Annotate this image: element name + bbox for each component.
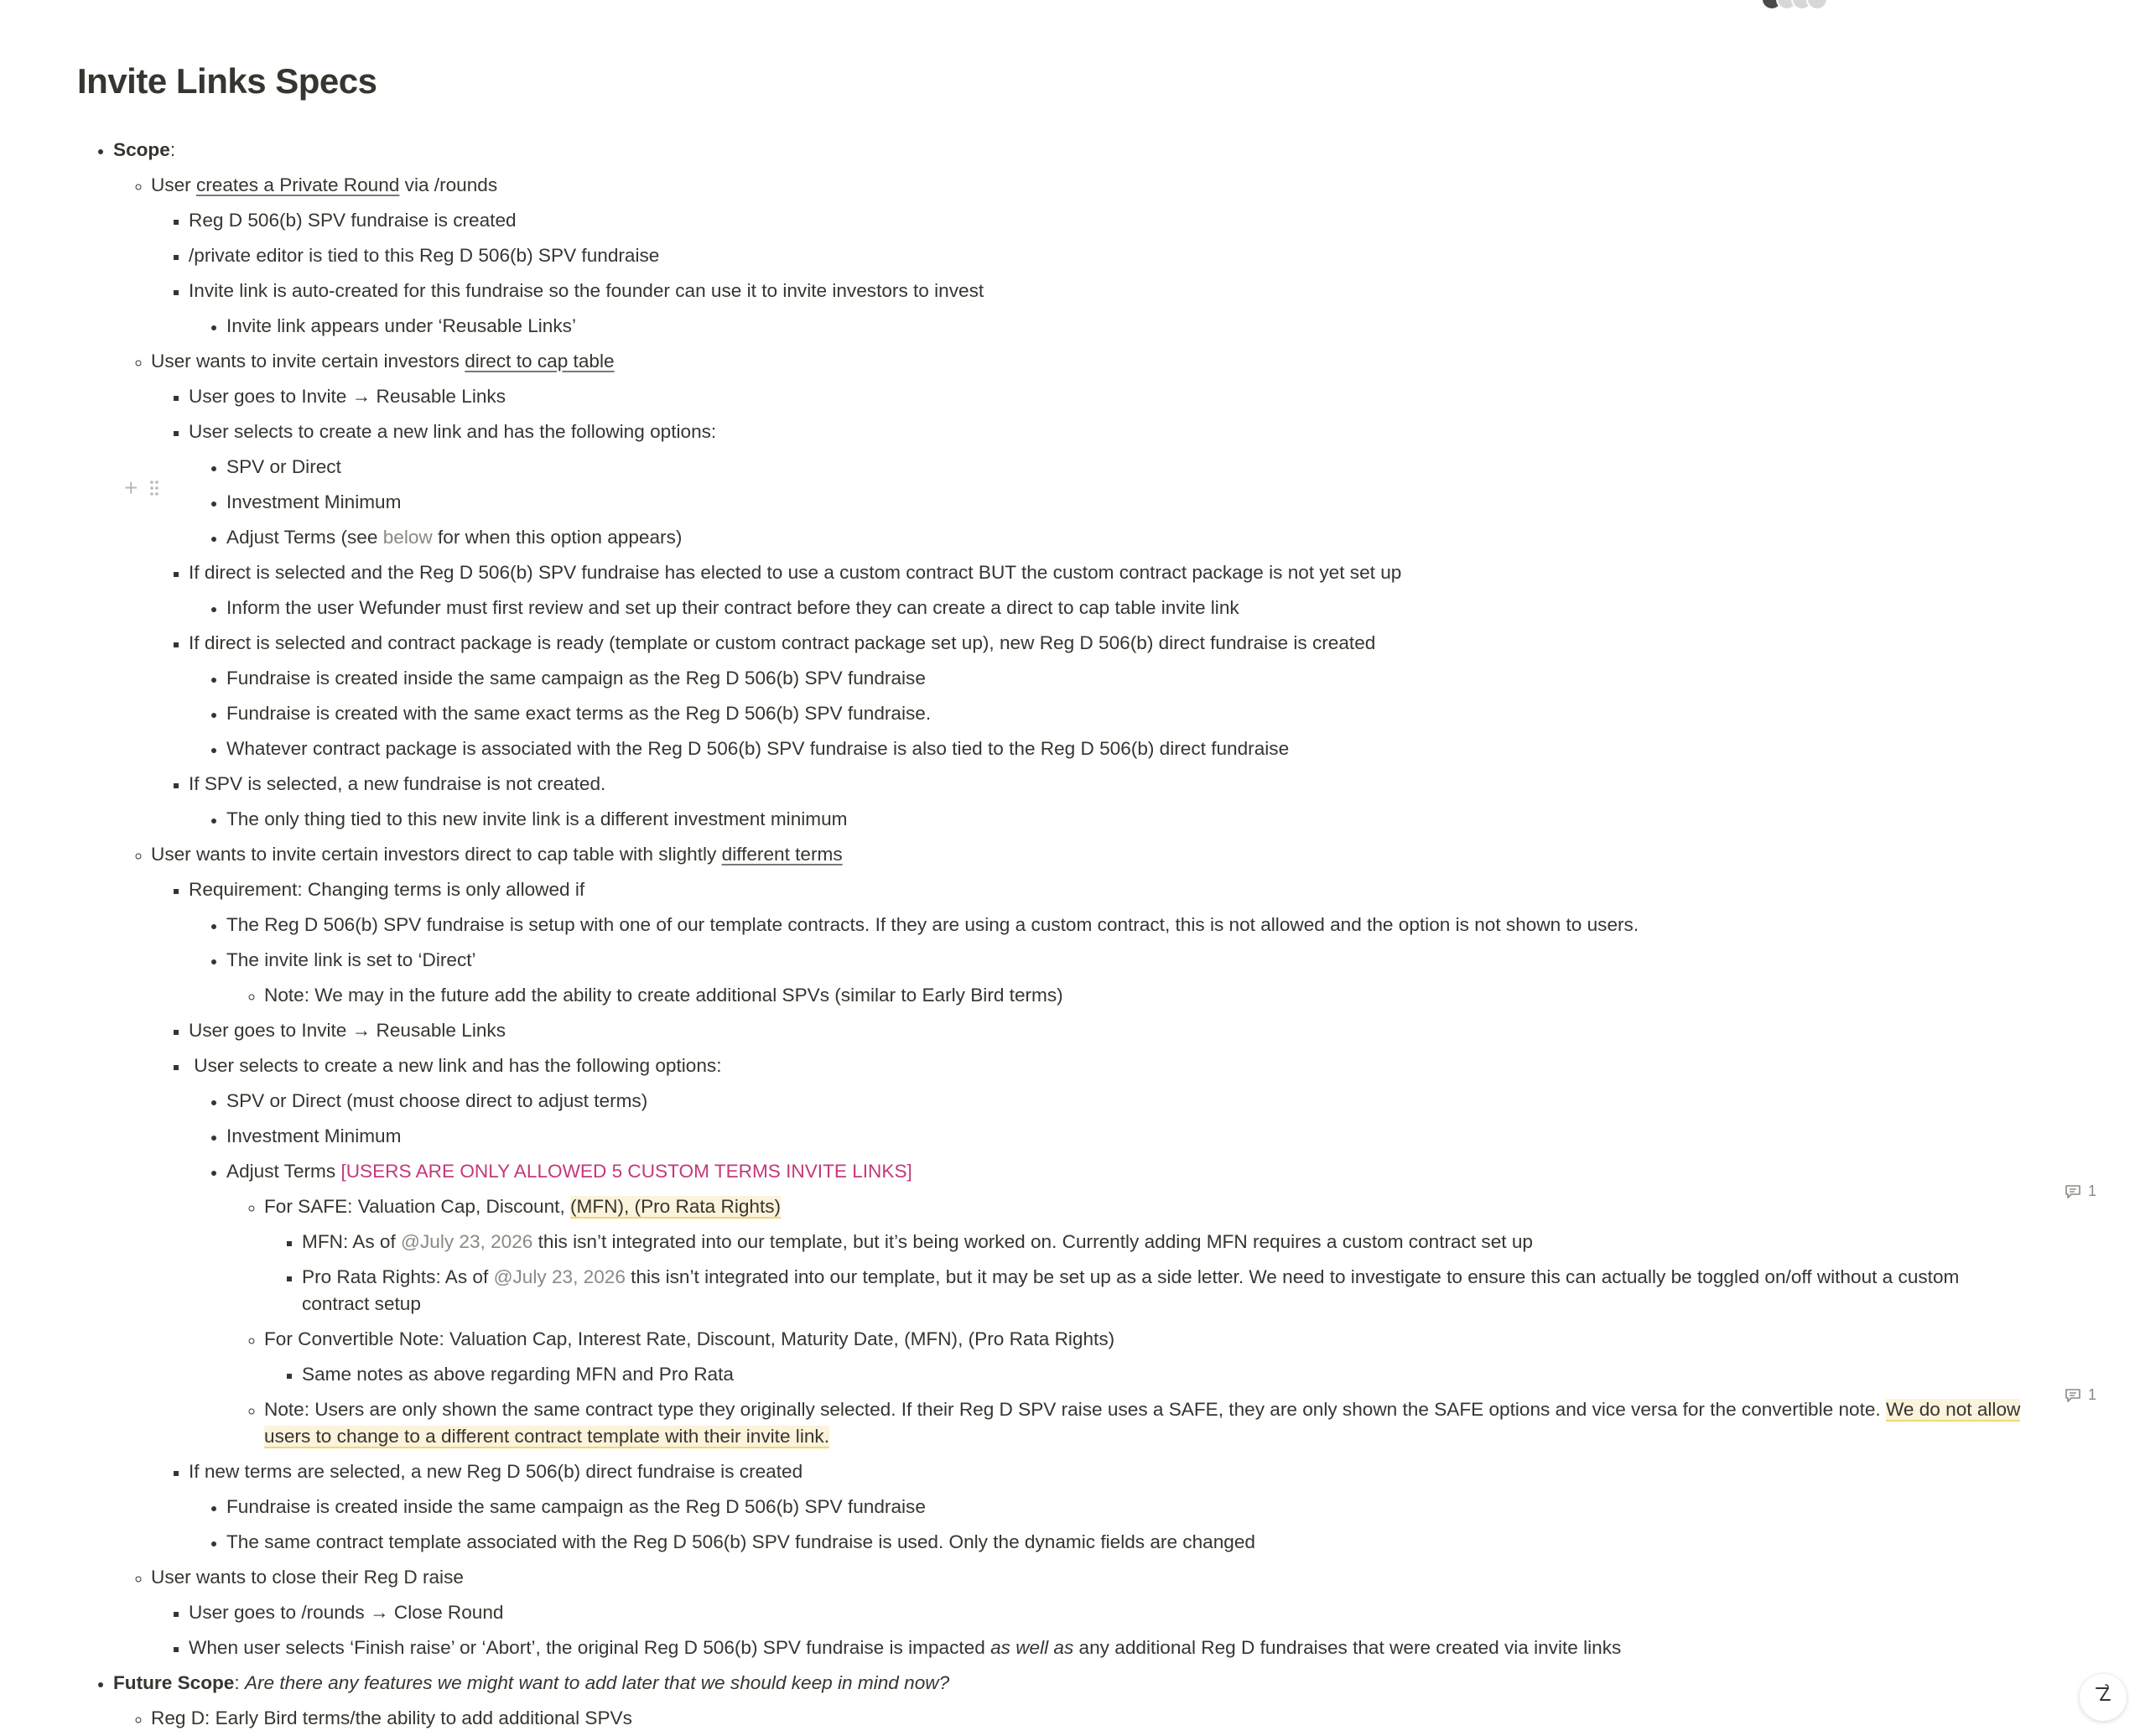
text: User wants to invite certain investors direct to cap table with slightly (151, 844, 722, 865)
list-item[interactable] (189, 555, 2031, 626)
comment-count: 1 (2088, 1182, 2097, 1199)
text: When user selects ‘Finish raise’ or ‘Abort’, the original Reg D 506(b) SPV fundraise is impacted (189, 1637, 991, 1658)
anchor-link-below[interactable]: below (382, 527, 433, 548)
text: via /rounds (399, 174, 498, 195)
list-item[interactable]: • The same contract template associated with the Reg D 506(b) SPV fundraise is used. Only the dynamic fields are changed (226, 1525, 2031, 1560)
list-item[interactable]: ▪ User goes to Invite → Reusable Links (189, 1013, 2031, 1048)
future-scope-question: Are there any features we might want to add later that we should keep in mind now? (244, 1672, 950, 1693)
commented-highlight[interactable]: We do not allow users to change to a different contract template with their invite link. (264, 1399, 2021, 1447)
list-item[interactable] (189, 1630, 2031, 1666)
list-item[interactable] (226, 943, 2031, 1013)
text: User (151, 174, 196, 195)
list-item[interactable] (151, 168, 2031, 344)
text: this isn’t integrated into our template, but it may be set up as a side letter. We need to investigate to ensure this can actually be toggled on/off without a custom contract setup (302, 1266, 1960, 1314)
document-page (77, 52, 2031, 1736)
list-item[interactable] (264, 1189, 2031, 1322)
text: Pro Rata Rights: As of (302, 1266, 494, 1287)
text: Note: Users are only shown the same contract type they originally selected. If their Reg D SPV raise uses a SAFE, they are only shown the SAFE options and vice versa for the convertible note. (264, 1399, 1886, 1420)
list-item[interactable]: ▪ /private editor is tied to this Reg D 506(b) SPV fundraise (189, 238, 2031, 273)
list-item[interactable]: • Fundraise is created inside the same campaign as the Reg D 506(b) SPV fundraise (226, 661, 2031, 696)
comment-icon (2065, 1184, 2081, 1199)
list-item[interactable] (189, 872, 2031, 1013)
list-item[interactable]: • Fundraise is created with the same exact terms as the Reg D 506(b) SPV fundraise. (226, 696, 2031, 731)
text: for when this option appears) (432, 527, 683, 548)
future-scope-label: Future Scope (113, 1672, 235, 1693)
comment-icon (2065, 1388, 2081, 1403)
page-title[interactable]: Invite Links Specs (77, 61, 377, 101)
text: Adjust Terms (see (226, 527, 383, 548)
text: this isn’t integrated into our template, but it’s being worked on. Currently adding MFN requires a custom contract set up (532, 1231, 1533, 1252)
list-item[interactable]: • Invite link appears under ‘Reusable Links’ (226, 309, 2031, 344)
text-emphasis: as well as (990, 1637, 1074, 1658)
text: User selects to create a new link and has the following options: (189, 1055, 722, 1076)
text: MFN: As of (302, 1231, 402, 1252)
text: Requirement: Changing terms is only allowed if (189, 879, 585, 900)
list-item[interactable]: ▪ User goes to Invite → Reusable Links (189, 379, 2031, 414)
text: The invite link is set to ‘Direct’ (226, 949, 476, 970)
comment-indicator[interactable] (2065, 1182, 2096, 1200)
list-item[interactable]: • Investment Minimum (226, 485, 2031, 520)
help-button[interactable] (2080, 1674, 2127, 1721)
list-item[interactable] (189, 414, 2031, 555)
custom-terms-limit-warning: [USERS ARE ONLY ALLOWED 5 CUSTOM TERMS INVITE LINKS] (340, 1161, 912, 1182)
text: User wants to invite certain investors (151, 351, 465, 372)
list-item[interactable]: • Inform the user Wefunder must first review and set up their contract before they can create a direct to cap table invite link (226, 590, 2031, 626)
text: For Convertible Note: Valuation Cap, Interest Rate, Discount, Maturity Date, (MFN), (Pro Rata Rights) (264, 1328, 1115, 1349)
block-handle (124, 475, 159, 501)
text: If new terms are selected, a new Reg D 506(b) direct fundraise is created (189, 1461, 803, 1482)
text: any additional Reg D fundraises that were created via invite links (1073, 1637, 1622, 1658)
avatar[interactable] (1806, 0, 1828, 10)
list-item[interactable]: ◦ Reg D: Early Bird terms/the ability to add additional SPVs (151, 1701, 2031, 1736)
list-item[interactable]: • The only thing tied to this new invite link is a different investment minimum (226, 802, 2031, 837)
list-item[interactable]: • SPV or Direct (must choose direct to adjust terms) (226, 1084, 2031, 1119)
list-item[interactable] (302, 1260, 2031, 1322)
drag-handle-icon[interactable] (149, 480, 159, 496)
list-item[interactable] (226, 1154, 2031, 1454)
text: User selects to create a new link and has the following options: (189, 421, 717, 442)
text: Invite link is auto-created for this fundraise so the founder can use it to invite investors to invest (189, 280, 984, 301)
document-body (77, 133, 2031, 1736)
list-item[interactable] (302, 1224, 2031, 1260)
list-item[interactable]: ▪ User goes to /rounds → Close Round (189, 1595, 2031, 1630)
list-item[interactable]: • Fundraise is created inside the same campaign as the Reg D 506(b) SPV fundraise (226, 1489, 2031, 1525)
list-item[interactable] (151, 1560, 2031, 1666)
help-icon (2091, 1681, 2116, 1713)
text: Adjust Terms (226, 1161, 341, 1182)
list-item[interactable] (189, 626, 2031, 767)
list-item[interactable]: ▪ Same notes as above regarding MFN and Pro Rata (302, 1357, 2031, 1392)
collaborator-avatars[interactable] (1761, 0, 1828, 10)
list-item[interactable] (189, 1048, 2031, 1454)
page-link-different-terms[interactable]: different terms (721, 844, 843, 865)
text: If direct is selected and the Reg D 506(b) SPV fundraise has elected to use a custom contract BUT the custom contract package is not yet set up (189, 562, 1402, 583)
text: : (234, 1672, 245, 1693)
list-item[interactable] (189, 1454, 2031, 1560)
text: For SAFE: Valuation Cap, Discount, (264, 1196, 571, 1217)
list-item-scope[interactable] (113, 133, 2031, 1666)
date-mention[interactable]: @July 23, 2026 (401, 1231, 533, 1252)
page-link-private-round[interactable]: creates a Private Round (195, 174, 400, 195)
list-item-future-scope[interactable] (113, 1666, 2031, 1736)
comment-count: 1 (2088, 1386, 2097, 1403)
date-mention[interactable]: @July 23, 2026 (493, 1266, 626, 1287)
list-item[interactable] (226, 520, 2031, 555)
list-item[interactable] (189, 767, 2031, 837)
plus-icon[interactable]: + (124, 475, 138, 501)
scope-colon: : (169, 139, 176, 160)
list-item[interactable]: • The Reg D 506(b) SPV fundraise is setup with one of our template contracts. If they are using a custom contract, this is not allowed and the option is not shown to users. (226, 907, 2031, 943)
list-item[interactable] (151, 837, 2031, 1560)
list-item[interactable]: ▪ Reg D 506(b) SPV fundraise is created (189, 203, 2031, 238)
text: If SPV is selected, a new fundraise is not created. (189, 773, 606, 794)
text: If direct is selected and contract package is ready (template or custom contract package set up), new Reg D 506(b) direct fundraise is created (189, 632, 1376, 653)
list-item[interactable]: • SPV or Direct (226, 450, 2031, 485)
list-item[interactable] (151, 344, 2031, 837)
list-item[interactable]: • Whatever contract package is associated with the Reg D 506(b) SPV fundraise is also tied to the Reg D 506(b) direct fundraise (226, 731, 2031, 767)
list-item[interactable]: ◦ Note: We may in the future add the ability to create additional SPVs (similar to Early Bird terms) (264, 978, 2031, 1013)
commented-highlight[interactable]: (MFN), (Pro Rata Rights) (570, 1196, 782, 1217)
list-item[interactable] (264, 1322, 2031, 1392)
text: User wants to close their Reg D raise (151, 1567, 464, 1588)
list-item[interactable] (189, 273, 2031, 344)
page-link-direct-cap-table[interactable]: direct to cap table (465, 351, 615, 372)
list-item[interactable] (264, 1392, 2031, 1454)
comment-indicator[interactable] (2065, 1386, 2096, 1404)
list-item[interactable]: • Investment Minimum (226, 1119, 2031, 1154)
scope-label: Scope (113, 139, 170, 160)
